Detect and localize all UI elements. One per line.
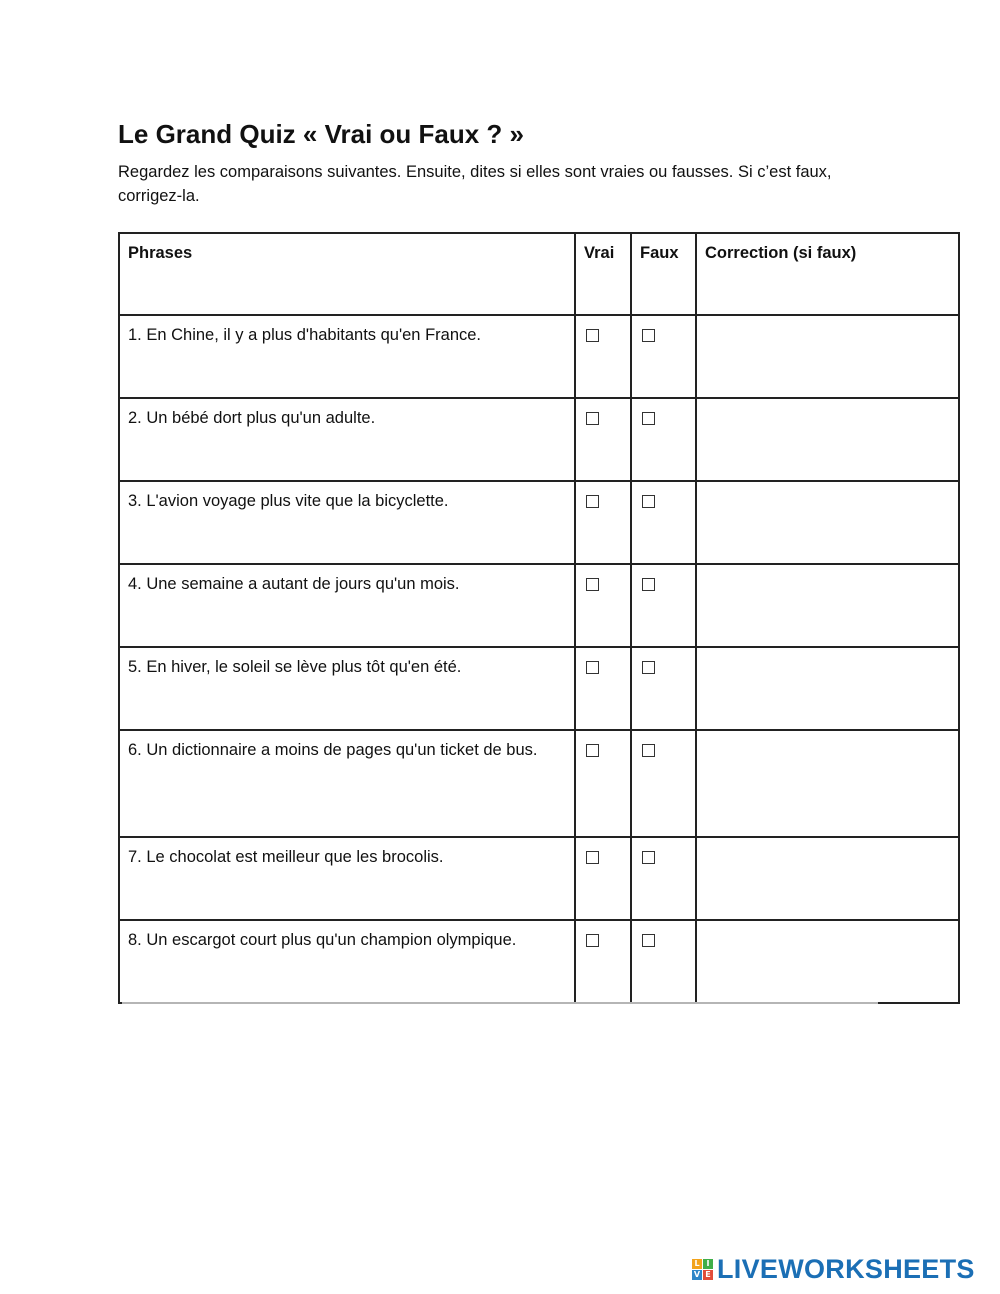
correction-cell[interactable]	[696, 837, 959, 920]
faux-checkbox[interactable]	[642, 661, 655, 674]
vrai-cell	[575, 647, 631, 730]
vrai-checkbox[interactable]	[586, 934, 599, 947]
table-row	[119, 564, 959, 647]
header-correction: Correction (si faux)	[696, 233, 959, 315]
quiz-table	[118, 232, 960, 1004]
vrai-checkbox[interactable]	[586, 661, 599, 674]
faux-checkbox[interactable]	[642, 495, 655, 508]
phrase-cell: 6. Un dictionnaire a moins de pages qu'un ticket de bus.	[119, 730, 575, 837]
faux-checkbox[interactable]	[642, 578, 655, 591]
faux-checkbox[interactable]	[642, 851, 655, 864]
faux-checkbox[interactable]	[642, 329, 655, 342]
liveworksheets-logo	[692, 1254, 975, 1284]
logo-text: LIVEWORKSHEETS	[717, 1254, 975, 1284]
header-phrases: Phrases	[119, 233, 575, 315]
phrase-cell: 8. Un escargot court plus qu'un champion olympique.	[119, 920, 575, 1003]
liveworksheets-logo-icon	[692, 1259, 713, 1280]
table-row	[119, 730, 959, 837]
horizontal-divider	[122, 1002, 878, 1004]
faux-cell	[631, 564, 696, 647]
faux-cell	[631, 920, 696, 1003]
vrai-checkbox[interactable]	[586, 495, 599, 508]
vrai-cell	[575, 564, 631, 647]
phrase-cell: 2. Un bébé dort plus qu'un adulte.	[119, 398, 575, 481]
faux-cell	[631, 398, 696, 481]
table-row	[119, 398, 959, 481]
phrase-cell: 1. En Chine, il y a plus d'habitants qu'en France.	[119, 315, 575, 398]
table-row	[119, 837, 959, 920]
vrai-checkbox[interactable]	[586, 578, 599, 591]
table-header-row	[119, 233, 959, 315]
page-title: Le Grand Quiz « Vrai ou Faux ? »	[118, 119, 524, 149]
faux-cell	[631, 315, 696, 398]
vrai-checkbox[interactable]	[586, 412, 599, 425]
faux-checkbox[interactable]	[642, 934, 655, 947]
vrai-cell	[575, 730, 631, 837]
correction-cell[interactable]	[696, 564, 959, 647]
faux-checkbox[interactable]	[642, 412, 655, 425]
faux-cell	[631, 647, 696, 730]
header-faux: Faux	[631, 233, 696, 315]
correction-cell[interactable]	[696, 481, 959, 564]
table-row	[119, 920, 959, 1003]
correction-cell[interactable]	[696, 647, 959, 730]
logo-icon-letter: V	[693, 1269, 701, 1279]
phrase-cell: 5. En hiver, le soleil se lève plus tôt qu'en été.	[119, 647, 575, 730]
logo-icon-letter: L	[692, 1259, 702, 1269]
table-row	[119, 481, 959, 564]
faux-checkbox[interactable]	[642, 744, 655, 757]
vrai-checkbox[interactable]	[586, 744, 599, 757]
vrai-checkbox[interactable]	[586, 851, 599, 864]
faux-cell	[631, 730, 696, 837]
phrase-cell: 3. L'avion voyage plus vite que la bicyclette.	[119, 481, 575, 564]
phrase-cell: 4. Une semaine a autant de jours qu'un mois.	[119, 564, 575, 647]
vrai-checkbox[interactable]	[586, 329, 599, 342]
logo-icon-letter: I	[703, 1259, 713, 1269]
correction-cell[interactable]	[696, 315, 959, 398]
vrai-cell	[575, 398, 631, 481]
correction-cell[interactable]	[696, 730, 959, 837]
correction-cell[interactable]	[696, 920, 959, 1003]
vrai-cell	[575, 481, 631, 564]
vrai-cell	[575, 837, 631, 920]
phrase-cell: 7. Le chocolat est meilleur que les brocolis.	[119, 837, 575, 920]
instructions: Regardez les comparaisons suivantes. Ensuite, dites si elles sont vraies ou fausses. Si c’est faux, corrigez-la.	[118, 163, 832, 205]
table-row	[119, 647, 959, 730]
vrai-cell	[575, 920, 631, 1003]
logo-icon-letter: E	[703, 1270, 713, 1280]
faux-cell	[631, 481, 696, 564]
correction-cell[interactable]	[696, 398, 959, 481]
vrai-cell	[575, 315, 631, 398]
faux-cell	[631, 837, 696, 920]
table-row	[119, 315, 959, 398]
header-vrai: Vrai	[575, 233, 631, 315]
